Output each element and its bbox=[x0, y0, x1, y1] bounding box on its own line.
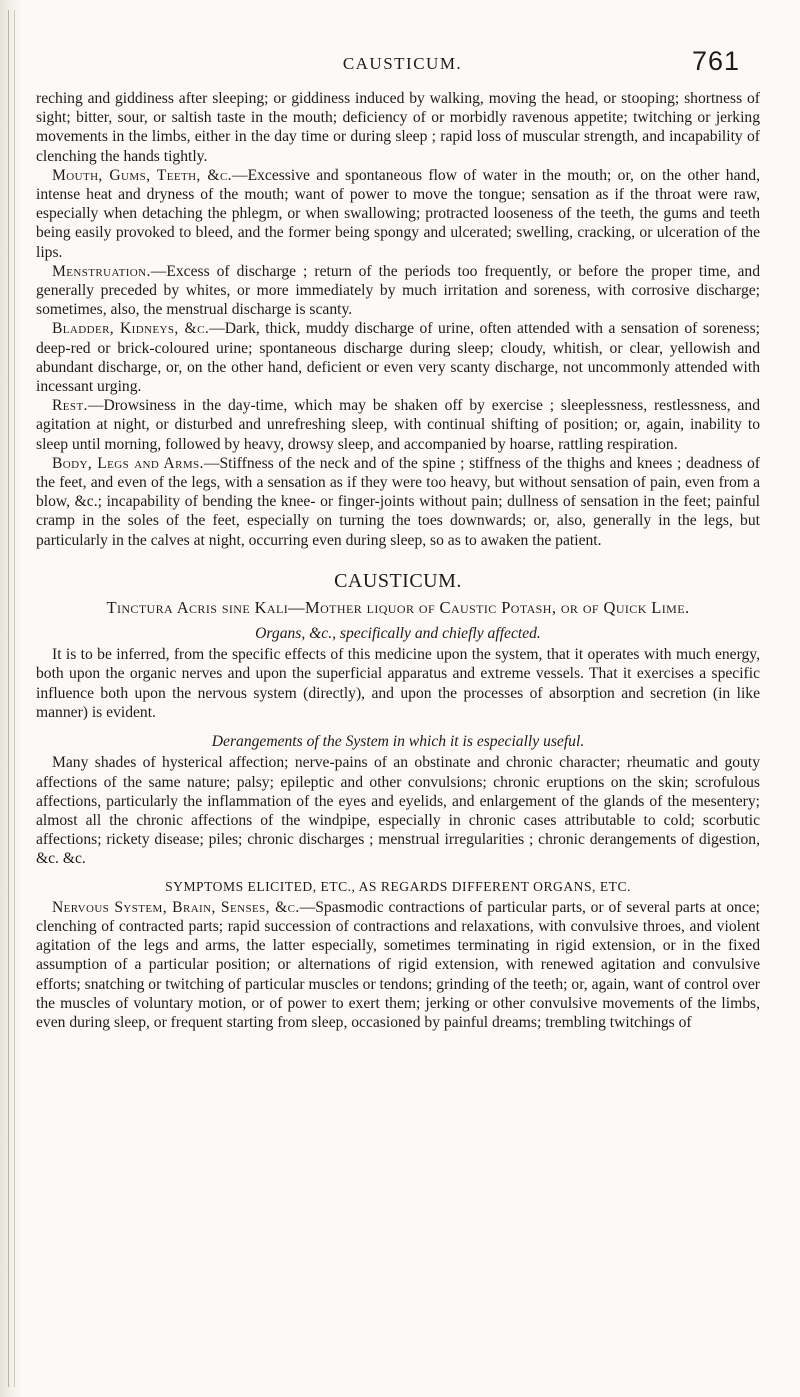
paragraph: Body, Legs and Arms.—Stiffness of the neck and of the spine ; stiffness of the thighs and knees ; deadness of the feet, and even of the legs, with a sensation as if they were too heavy, but without sensation of pain, even from a blow, &c.; incapability of bending the knee- or finger-joints without pain; dullness of sensation in the feet; painful cramp in the soles of the feet, especially on turning the toes downwards; or, also, generally in the legs, but particularly in the calves at night, occurring even during sleep, so as to awaken the patient. bbox=[36, 454, 761, 549]
paragraph: Mouth, Gums, Teeth, &c.—Excessive and spontaneous flow of water in the mouth; or, on the other hand, intense heat and dryness of the mouth; want of power to move the tongue; sensation as if the throat were raw, especially when detaching the phlegm, or when swallowing; protracted looseness of the teeth, the gums and teeth being easily provoked to bleed, and the former being spongy and ulcerated; swelling, cracking, or ulceration of the lips. bbox=[36, 166, 760, 261]
page-header bbox=[45, 46, 760, 82]
organs-paragraph: It is to be inferred, from the specific effects of this medicine upon the system, that it operates with much energy, both upon the organic nerves and upon the superficial apparatus and extreme vessels. That it exercises a specific influence both upon the nervous system (directly), and upon the processes of absorption and secretion (in like manner) is evident. bbox=[36, 646, 760, 721]
gutter-line bbox=[8, 10, 9, 1387]
organs-heading: Organs, &c., specifically and chiefly affected. bbox=[255, 625, 541, 643]
paragraph-lead: Bladder, Kidneys, &c. bbox=[52, 320, 210, 338]
paragraph: Bladder, Kidneys, &c.—Dark, thick, muddy discharge of urine, often attended with a sensation of soreness; deep-red or brick-coloured urine; spontaneous discharge during sleep; cloudy, whitish, or clear, yellowish and abundant discharge, or, on the other hand, deficient or even very scanty discharge, not uncommonly attended with incessant urging. bbox=[36, 320, 760, 396]
paragraph-lead: Nervous System, Brain, Senses, &c. bbox=[52, 898, 300, 916]
paragraph: Menstruation.—Excess of discharge ; return of the periods too frequently, or before the proper time, and generally preceded by whites, or more immediately by much irritation and soreness, with corrosive discharge; sometimes, also, the menstrual discharge is scanty. bbox=[36, 262, 760, 319]
page-number: 761 bbox=[691, 46, 740, 76]
paragraph: Rest.—Drowsiness in the day-time, which may be shaken off by exercise ; sleeplessness, restlessness, and agitation at night, or disturbed and unrefreshing sleep, with continual shifting of position; or, again, inability to sleep until morning, followed by heavy, drowsy sleep, and accompanied by hoarse, rattling respiration. bbox=[36, 397, 760, 453]
paragraph-lead: Rest. bbox=[52, 397, 88, 415]
symptoms-heading: SYMPTOMS ELICITED, ETC., AS REGARDS DIFFERENT ORGANS, ETC. bbox=[165, 878, 631, 894]
section-subtitle: Tinctura Acris sine Kali—Mother liquor of Caustic Potash, or of Quick Lime. bbox=[106, 598, 690, 618]
binding-gutter bbox=[0, 0, 22, 1397]
page-body bbox=[36, 89, 760, 1032]
running-head: CAUSTICUM. bbox=[342, 54, 463, 73]
paragraph: reching and giddiness after sleeping; or giddiness induced by walking, moving the head, or stooping; shortness of sight; bitter, sour, or saltish taste in the mouth; deficiency of or morbidly ravenous appetite; twitching or jerking movements in the limbs, either in the day time or during sleep ; rapid loss of muscular strength, and incapability of clenching the hands tightly. bbox=[36, 90, 760, 165]
paragraph-lead: Mouth, Gums, Teeth, &c. bbox=[52, 166, 232, 184]
section-title: CAUSTICUM. bbox=[334, 569, 462, 592]
derangements-paragraph: Many shades of hysterical affection; nerve-pains of an obstinate and chronic character; rheumatic and gouty affections of the same nature; palsy; epileptic and other convulsions; chronic eruptions on the skin; scrofulous affections, particularly the inflammation of the eyes and eyelids, and enlargement of the glands of the mesentery; almost all the chronic affections of the windpipe, especially in chronic cases attributable to cold; scorbutic affections; rickety disease; piles; chronic discharges ; menstrual irregularities ; chronic derangements of digestion, &c. &c. bbox=[36, 754, 760, 868]
derangements-heading: Derangements of the System in which it is especially useful. bbox=[211, 733, 585, 751]
paragraph-lead: Body, Legs and Arms. bbox=[52, 454, 204, 472]
paragraph: Nervous System, Brain, Senses, &c.—Spasmodic contractions of particular parts, or of several parts at once; clenching of contracted parts; rapid succession of contractions and relaxations, with convulsive throes, and violent agitation of the legs and arms, the latter especially, sometimes terminating in rigid extension, or in the fixed assumption of a particular position; or alternations of rigid extension, with renewed agitation and convulsive efforts; snatching or twitching of particular muscles or tendons; grinding of the teeth; or, again, want of control over the muscles of voluntary motion, or of power to exert them; jerking or other convulsive movements of the limbs, even during sleep, or frequent starting from sleep, occasioned by painful dreams; trembling twitchings of bbox=[36, 898, 761, 1031]
paragraph-lead: Menstruation. bbox=[52, 262, 151, 280]
gutter-line bbox=[14, 10, 15, 1387]
